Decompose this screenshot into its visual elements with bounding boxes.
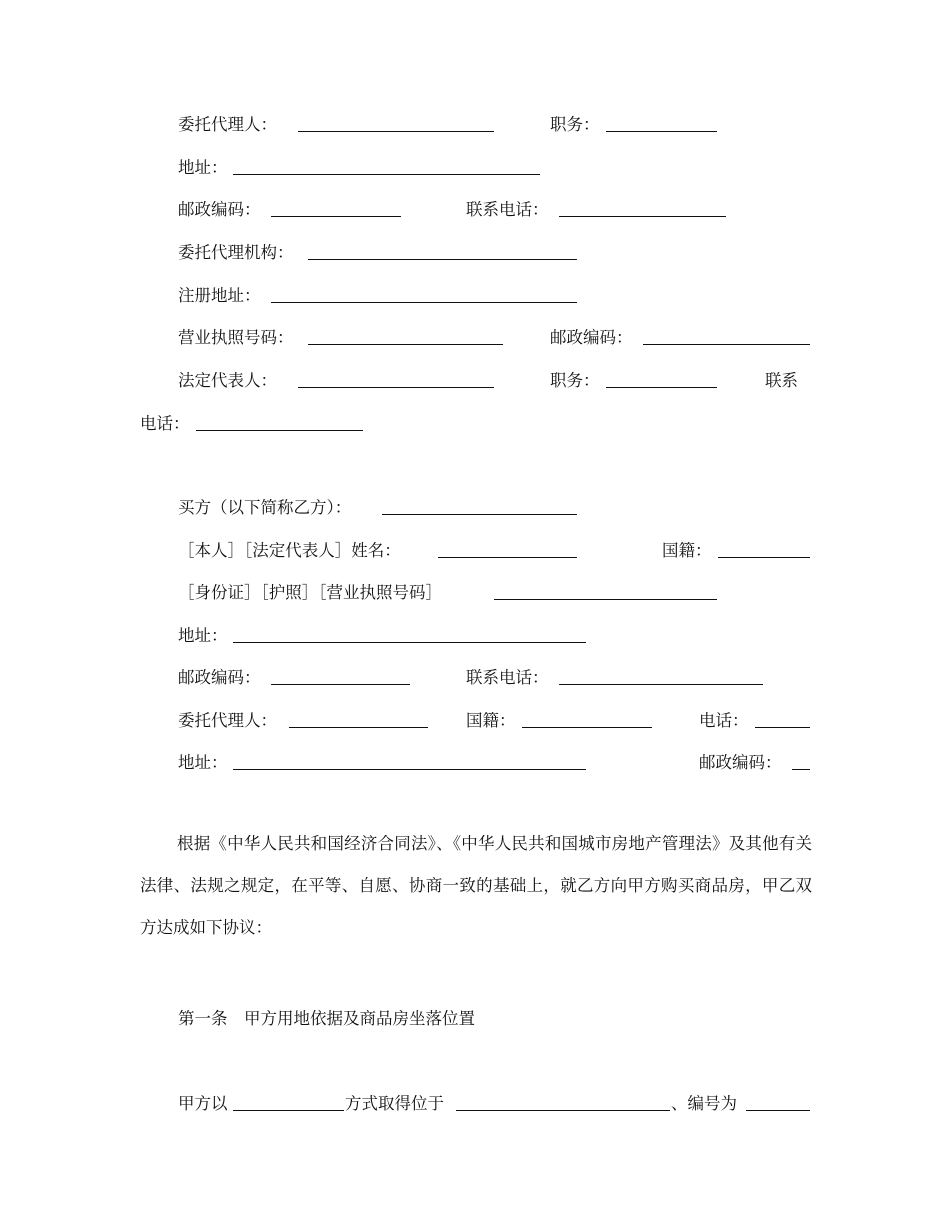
article1-text-1: 甲方以 xyxy=(178,1094,228,1113)
land-number-field[interactable] xyxy=(746,1110,810,1111)
buyer-phone-label: 联系电话： xyxy=(466,668,549,687)
buyer-agent-phone-field[interactable] xyxy=(755,727,810,728)
article1-heading: 第一条 甲方用地依据及商品房坐落位置 xyxy=(178,1009,475,1028)
agency-name-label: 委托代理机构： xyxy=(178,243,294,262)
buyer-nationality-field[interactable] xyxy=(718,557,810,558)
agency-phone-field[interactable] xyxy=(196,430,363,431)
agency-phone-label-part1: 联系 xyxy=(765,371,798,390)
agent-position-field[interactable] xyxy=(606,131,717,132)
buyer-postcode-field[interactable] xyxy=(271,684,410,685)
buyer-agent-address-label: 地址： xyxy=(178,753,228,772)
buyer-agent-field[interactable] xyxy=(289,727,428,728)
buyer-agent-nationality-label: 国籍： xyxy=(466,711,516,730)
buyer-phone-field[interactable] xyxy=(559,684,763,685)
agent-phone-field[interactable] xyxy=(559,216,726,217)
agency-license-field[interactable] xyxy=(308,344,503,345)
agency-phone-label-part2: 电话： xyxy=(140,414,190,433)
agent-address-label: 地址： xyxy=(178,158,228,177)
buyer-agent-phone-label: 电话： xyxy=(699,711,749,730)
buyer-id-doc-label: ［身份证］［护照］［营业执照号码］ xyxy=(178,583,442,602)
agency-postcode-label: 邮政编码： xyxy=(550,328,633,347)
agency-position-field[interactable] xyxy=(606,387,717,388)
buyer-nationality-label: 国籍： xyxy=(662,541,712,560)
buyer-address-field[interactable] xyxy=(233,642,586,643)
agent-name-field[interactable] xyxy=(298,131,494,132)
buyer-agent-address-field[interactable] xyxy=(233,769,586,770)
agent-position-label: 职务： xyxy=(550,115,600,134)
agency-name-field[interactable] xyxy=(308,259,577,260)
buyer-agent-postcode-label: 邮政编码： xyxy=(699,753,782,772)
buyer-agent-postcode-field[interactable] xyxy=(792,769,810,770)
buyer-title: 买方（以下简称乙方）： xyxy=(178,498,352,517)
buyer-name-field[interactable] xyxy=(382,514,577,515)
land-location-field[interactable] xyxy=(456,1110,670,1111)
buyer-person-name-field[interactable] xyxy=(438,557,577,558)
agency-position-label: 职务： xyxy=(550,371,600,390)
agency-legal-rep-field[interactable] xyxy=(298,387,494,388)
agency-reg-address-field[interactable] xyxy=(271,302,577,303)
buyer-id-doc-field[interactable] xyxy=(494,599,717,600)
agent-label: 委托代理人： xyxy=(178,115,277,134)
buyer-address-label: 地址： xyxy=(178,626,228,645)
article1-text-2: 方式取得位于 xyxy=(345,1094,444,1113)
land-method-field[interactable] xyxy=(233,1110,344,1111)
agent-postcode-field[interactable] xyxy=(271,216,401,217)
agency-reg-address-label: 注册地址： xyxy=(178,286,261,305)
agent-postcode-label: 邮政编码： xyxy=(178,200,261,219)
buyer-postcode-label: 邮政编码： xyxy=(178,668,261,687)
agency-postcode-field[interactable] xyxy=(643,344,810,345)
article1-text-3: 、编号为 xyxy=(671,1094,737,1113)
agency-legal-rep-label: 法定代表人： xyxy=(178,371,277,390)
buyer-agent-nationality-field[interactable] xyxy=(522,727,652,728)
agency-license-label: 营业执照号码： xyxy=(178,328,294,347)
buyer-person-name-label: ［本人］［法定代表人］姓名： xyxy=(178,541,401,560)
preamble-paragraph: 根据《中华人民共和国经济合同法》、《中华人民共和国城市房地产管理法》及其他有关法律、法规之规定，在平等、自愿、协商一致的基础上，就乙方向甲方购买商品房，甲乙双方达成如下协议： xyxy=(140,834,812,937)
buyer-agent-label: 委托代理人： xyxy=(178,711,277,730)
agent-address-field[interactable] xyxy=(233,174,540,175)
agent-phone-label: 联系电话： xyxy=(466,200,549,219)
